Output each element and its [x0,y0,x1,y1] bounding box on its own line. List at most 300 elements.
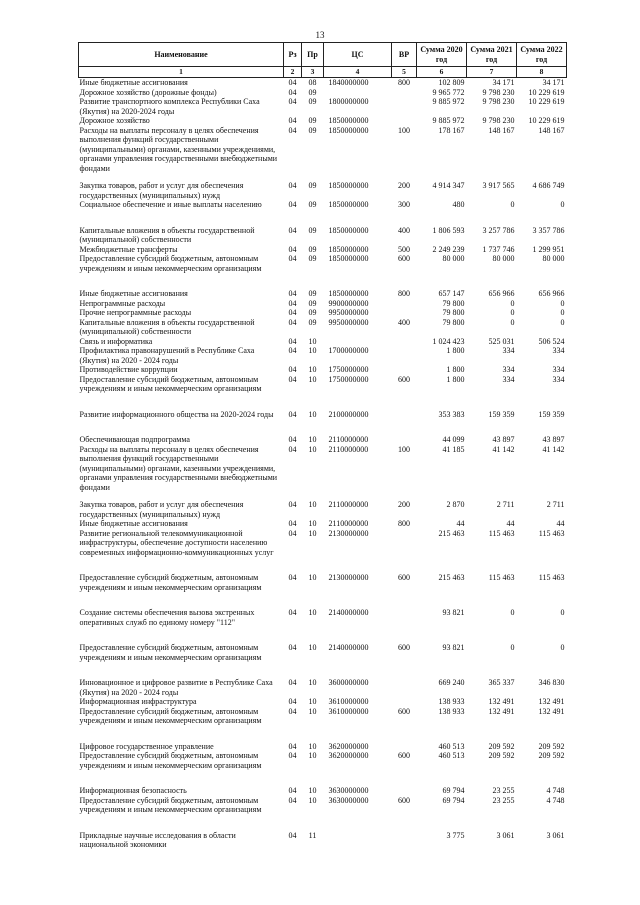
row-cs: 2110000000 [328,444,369,454]
row-sum-2020: 2 249 239 [432,244,465,254]
table-row [79,318,567,337]
row-cs: 3600000000 [328,678,369,687]
row-pr: 09 [308,317,317,327]
header-row [79,43,567,67]
table-row [79,200,567,210]
table-row [79,726,567,752]
row-sum-2021: 9 798 230 [482,97,515,106]
row-sum-2021: 0 [510,317,515,327]
row-sum-2022: 43 897 [542,435,565,444]
row-cs: 9950000000 [328,308,369,317]
row-name: Иные бюджетные ассигнования [79,519,188,528]
row-name: Связь и информатика [79,336,153,346]
row-rz: 04 [288,308,297,317]
column-index: 7 [467,67,517,78]
row-pr: 10 [308,697,317,706]
row-cs: 1750000000 [328,374,369,384]
row-sum-2022: 80 000 [542,254,565,263]
row-name: Информационная безопасность [79,786,187,795]
header-sum-2021: Сумма 2021 год [467,43,517,67]
row-cs: 3620000000 [328,741,369,751]
row-vr [392,419,417,445]
row-pr: 09 [308,244,317,254]
row-name: Профилактика правонарушений в Республике Саха (Якутия) на 2020 - 2024 годы [79,346,255,365]
column-index: 1 [79,67,284,78]
row-pr: 09 [308,116,317,125]
row-sum-2021: 334 [502,374,515,384]
row-cs: 1850000000 [328,244,369,254]
row-name: Создание системы обеспечения вызова экстренных оперативных служб по единому номеру "112" [79,608,255,627]
row-sum-2021: 3 061 [496,830,515,840]
table-row [79,254,567,273]
row-sum-2021: 115 463 [488,573,515,582]
row-rz: 04 [288,751,297,760]
row-cs: 2130000000 [328,573,369,582]
row-cs: 2140000000 [328,643,369,652]
row-rz: 04 [288,336,297,346]
row-cs: 2140000000 [328,608,369,617]
row-cs: 1800000000 [328,97,369,106]
row-sum-2020: 657 147 [438,289,465,298]
row-pr: 10 [308,643,317,652]
row-vr [392,116,417,126]
row-pr: 10 [308,336,317,346]
row-cs: 1840000000 [328,78,369,87]
row-rz: 04 [288,365,297,374]
row-sum-2020: 9 965 772 [432,87,465,97]
row-pr: 10 [308,678,317,687]
row-cs: 1750000000 [328,365,369,374]
header-cs: ЦС [324,43,392,67]
column-index: 6 [417,67,467,78]
row-rz: 04 [288,786,297,795]
row-vr [392,337,417,347]
table-row [79,557,567,592]
row-vr: 300 [398,200,410,209]
row-vr [392,394,417,420]
row-cs: 1850000000 [328,116,369,125]
row-sum-2020: 2 870 [446,500,465,509]
row-name: Капитальные вложения в объекты государственной (муниципальной) собственности [79,225,255,244]
row-pr: 09 [308,225,317,235]
row-sum-2020: 93 821 [442,608,465,617]
table-row [79,97,567,116]
row-cs: 2110000000 [328,519,369,528]
row-rz: 04 [288,795,297,805]
row-sum-2022: 3 061 [546,830,565,840]
row-cs: 9900000000 [328,298,369,308]
row-pr: 09 [308,181,317,190]
row-sum-2020: 79 800 [442,317,465,327]
row-pr: 10 [308,409,317,419]
row-name: Инновационное и цифровое развитие в Республике Саха (Якутия) на 2020 - 2024 годы [79,678,273,697]
row-sum-2020: 1 800 [446,346,465,355]
row-cs [324,88,392,98]
table-row [79,78,567,88]
row-rz: 04 [288,244,297,254]
row-sum-2022: 209 592 [538,751,565,760]
row-sum-2021: 132 491 [488,697,515,706]
row-pr: 10 [308,374,317,384]
header-rz: Рз [284,43,302,67]
row-pr: 09 [308,308,317,317]
row-sum-2022: 0 [560,608,565,617]
row-name: Прочие непрограммные расходы [79,308,192,317]
row-sum-2021: 115 463 [488,528,515,538]
row-sum-2022: 44 [556,519,565,528]
page-number: 13 [315,30,325,40]
row-vr: 400 [398,317,410,327]
row-pr: 09 [308,125,317,135]
row-vr [392,770,417,796]
row-sum-2021: 0 [510,298,515,308]
row-cs: 3610000000 [328,706,369,716]
row-pr: 10 [308,573,317,582]
row-vr: 500 [398,244,410,254]
row-cs: 1850000000 [328,181,369,190]
row-sum-2022: 0 [560,200,565,209]
row-sum-2021: 3 257 786 [482,225,515,235]
row-vr: 600 [398,374,410,384]
row-pr: 10 [308,741,317,751]
row-sum-2022: 10 229 619 [528,97,565,106]
table-row [79,210,567,245]
row-sum-2020: 4 914 347 [432,181,465,190]
row-name: Предоставление субсидий бюджетным, автономным учреждениям и иным некоммерческим организациям [79,573,262,592]
row-name: Информационная инфраструктура [79,697,197,706]
row-cs: 1850000000 [328,225,369,235]
column-index: 8 [517,67,567,78]
row-sum-2022: 334 [552,346,565,355]
row-sum-2022: 4 686 749 [532,181,565,190]
row-sum-2022: 209 592 [538,741,565,751]
row-vr: 200 [398,181,410,190]
row-sum-2021: 41 142 [492,444,515,454]
row-vr [392,97,417,116]
row-sum-2020: 80 000 [442,254,465,263]
row-sum-2022: 4 748 [546,795,565,805]
row-sum-2020: 1 800 [446,365,465,374]
row-pr: 09 [308,87,317,97]
row-name: Предоставление субсидий бюджетным, автономным учреждениям и иным некоммерческим организациям [79,795,262,814]
row-sum-2022: 115 463 [538,573,565,582]
table-row [79,346,567,365]
row-sum-2020: 102 809 [438,78,465,87]
row-pr: 10 [308,795,317,805]
row-sum-2021: 148 167 [488,125,515,135]
table-row [79,88,567,98]
row-sum-2022: 115 463 [538,528,565,538]
row-pr: 10 [308,435,317,444]
row-sum-2021: 0 [510,308,515,317]
row-vr: 200 [398,500,410,509]
row-cs: 2110000000 [328,435,369,444]
row-rz: 04 [288,317,297,327]
row-pr: 11 [308,830,317,840]
row-cs: 1850000000 [328,289,369,298]
table-row [79,492,567,519]
row-cs: 1850000000 [328,254,369,263]
row-sum-2020: 480 [452,200,465,209]
row-sum-2020: 138 933 [438,706,465,716]
row-pr: 09 [308,254,317,263]
row-sum-2021: 0 [510,608,515,617]
row-sum-2021: 365 337 [488,678,515,687]
row-sum-2022: 132 491 [538,706,565,716]
row-vr [392,592,417,627]
row-pr: 10 [308,706,317,716]
row-rz: 04 [288,409,297,419]
row-rz: 04 [288,254,297,263]
row-sum-2022: 3 357 786 [532,225,565,235]
row-sum-2021: 656 966 [488,289,515,298]
table-row [79,308,567,318]
row-name: Иные бюджетные ассигнования [79,78,188,87]
row-sum-2022: 41 142 [542,444,565,454]
column-index: 5 [392,67,417,78]
row-vr [392,346,417,365]
row-cs: 2130000000 [328,528,369,538]
row-vr: 800 [398,519,410,528]
header-vr: ВР [392,43,417,67]
row-rz: 04 [288,435,297,444]
row-sum-2020: 79 800 [442,308,465,317]
row-vr: 400 [398,225,410,235]
table-row [79,751,567,770]
row-rz: 04 [288,200,297,209]
row-sum-2022: 0 [560,317,565,327]
row-rz: 04 [288,706,297,716]
row-sum-2021: 43 897 [492,435,515,444]
row-sum-2022: 0 [560,643,565,652]
row-sum-2020: 215 463 [438,528,465,538]
column-index-row [79,67,567,78]
header-pr: Пр [302,43,324,67]
row-sum-2020: 69 794 [442,795,465,805]
row-sum-2022: 2 711 [546,500,565,509]
row-name: Иные бюджетные ассигнования [79,289,188,298]
row-sum-2020: 1 806 593 [432,225,465,235]
row-vr: 600 [398,706,410,716]
row-name: Непрограммные расходы [79,298,166,308]
table-row [79,707,567,726]
row-sum-2022: 0 [560,298,565,308]
table-body [79,78,567,850]
budget-table [78,42,567,850]
row-sum-2021: 0 [510,200,515,209]
row-sum-2020: 3 775 [446,830,465,840]
row-name: Расходы на выплаты персоналу в целях обеспечения выполнения функций государственными (муниципальными) органами, казенными учреждениями, органами управления государственными внебюджетными фондами [79,125,278,173]
row-rz: 04 [288,444,297,454]
row-rz: 04 [288,346,297,355]
row-vr: 600 [398,254,410,263]
table-row [79,529,567,558]
table-row [79,627,567,662]
row-sum-2021: 9 798 230 [482,116,515,125]
row-vr: 600 [398,573,410,582]
row-rz: 04 [288,97,297,106]
row-cs: 3630000000 [328,795,369,805]
row-vr [392,365,417,375]
row-sum-2022: 506 524 [538,336,565,346]
header-name: Наименование [79,43,284,67]
table-row [79,419,567,445]
row-sum-2021: 3 917 565 [482,181,515,190]
budget-table-container [78,42,566,850]
row-pr: 09 [308,97,317,106]
row-name: Обеспечивающая подпрограмма [79,435,190,444]
row-pr: 10 [308,500,317,509]
row-vr: 600 [398,643,410,652]
row-sum-2020: 460 513 [438,741,465,751]
row-name: Противодействие коррупции [79,365,178,374]
row-pr: 09 [308,200,317,209]
row-sum-2020: 178 167 [438,125,465,135]
table-row [79,273,567,299]
row-rz: 04 [288,116,297,125]
row-sum-2020: 9 885 972 [432,97,465,106]
row-name: Развитие транспортного комплекса Республики Саха (Якутия) на 2020-2024 годы [79,97,260,116]
row-pr: 10 [308,786,317,795]
row-cs [324,337,392,347]
row-pr: 10 [308,751,317,760]
row-vr [392,88,417,98]
row-cs: 3610000000 [328,697,369,706]
table-row [79,299,567,309]
column-index: 4 [324,67,392,78]
row-sum-2022: 334 [552,374,565,384]
row-name: Цифровое государственное управление [79,741,214,751]
row-sum-2022: 0 [560,308,565,317]
table-row [79,116,567,126]
row-sum-2020: 44 [456,519,465,528]
row-vr: 600 [398,751,410,760]
row-name: Развитие информационного общества на 2020-2024 годы [79,409,274,419]
row-vr: 100 [398,444,410,454]
row-vr [392,308,417,318]
row-cs: 1700000000 [328,346,369,355]
row-sum-2022: 656 966 [538,289,565,298]
row-sum-2022: 346 830 [538,678,565,687]
row-sum-2021: 334 [502,346,515,355]
row-sum-2020: 353 383 [438,409,465,419]
row-sum-2022: 4 748 [546,786,565,795]
row-rz: 04 [288,573,297,582]
row-rz: 04 [288,519,297,528]
table-row [79,815,567,850]
row-vr [392,662,417,697]
row-sum-2020: 1 024 423 [432,336,465,346]
row-sum-2021: 334 [502,365,515,374]
row-sum-2021: 34 171 [492,78,515,87]
column-index: 3 [302,67,324,78]
row-cs: 1850000000 [328,200,369,209]
table-row [79,662,567,697]
row-sum-2021: 9 798 230 [482,87,515,97]
row-vr: 600 [398,795,410,805]
row-cs: 2110000000 [328,500,369,509]
row-sum-2020: 69 794 [442,786,465,795]
row-rz: 04 [288,289,297,298]
row-sum-2022: 10 229 619 [528,87,565,97]
row-sum-2020: 41 185 [442,444,465,454]
row-sum-2020: 1 800 [446,374,465,384]
row-pr: 10 [308,528,317,538]
row-cs [324,815,392,850]
row-cs: 3620000000 [328,751,369,760]
row-cs: 2100000000 [328,409,369,419]
row-name: Капитальные вложения в объекты государственной (муниципальной) собственности [79,317,255,336]
table-row [79,445,567,493]
row-pr: 10 [308,365,317,374]
row-sum-2020: 79 800 [442,298,465,308]
row-sum-2021: 2 711 [496,500,515,509]
row-name: Прикладные научные исследования в области национальной экономики [79,830,236,849]
row-rz: 04 [288,298,297,308]
row-sum-2022: 159 359 [538,409,565,419]
row-vr [392,697,417,707]
table-row [79,519,567,529]
table-row [79,337,567,347]
table-row [79,592,567,627]
row-rz: 04 [288,78,297,87]
row-cs: 9950000000 [328,317,369,327]
row-name: Расходы на выплаты персоналу в целях обеспечения выполнения функций государственными (муниципальными) органами, казенными учреждениями, органами управления государственными внебюджетными фондами [79,444,278,492]
row-sum-2020: 93 821 [442,643,465,652]
row-name: Закупка товаров, работ и услуг для обеспечения государственных (муниципальных) нужд [79,500,244,519]
table-row [79,245,567,255]
row-sum-2021: 209 592 [488,741,515,751]
row-sum-2021: 23 255 [492,786,515,795]
row-rz: 04 [288,528,297,538]
row-pr: 10 [308,444,317,454]
column-index: 2 [284,67,302,78]
row-sum-2021: 80 000 [492,254,515,263]
row-vr: 800 [398,78,410,87]
row-pr: 08 [308,78,317,87]
row-name: Предоставление субсидий бюджетным, автономным учреждениям и иным некоммерческим организациям [79,374,262,393]
row-sum-2021: 132 491 [488,706,515,716]
row-pr: 10 [308,346,317,355]
row-name: Предоставление субсидий бюджетным, автономным учреждениям и иным некоммерческим организациям [79,643,262,662]
row-rz: 04 [288,181,297,190]
row-sum-2020: 138 933 [438,697,465,706]
table-row [79,770,567,796]
row-sum-2021: 1 737 746 [482,244,515,254]
row-sum-2021: 159 359 [488,409,515,419]
table-row [79,126,567,174]
row-sum-2020: 669 240 [438,678,465,687]
row-name: Дорожное хозяйство [79,116,150,125]
row-vr [392,815,417,850]
row-vr [392,529,417,558]
row-rz: 04 [288,697,297,706]
row-vr: 100 [398,125,410,135]
row-sum-2020: 9 885 972 [432,116,465,125]
row-sum-2021: 525 031 [488,336,515,346]
row-name: Предоставление субсидий бюджетным, автономным учреждениям и иным некоммерческим организациям [79,254,262,273]
row-sum-2020: 460 513 [438,751,465,760]
row-rz: 04 [288,643,297,652]
header-sum-2020: Сумма 2020 год [417,43,467,67]
row-sum-2022: 334 [552,365,565,374]
row-sum-2022: 34 171 [542,78,565,87]
row-pr: 10 [308,519,317,528]
row-vr [392,299,417,309]
row-rz: 04 [288,608,297,617]
row-rz: 04 [288,830,297,840]
row-rz: 04 [288,678,297,687]
